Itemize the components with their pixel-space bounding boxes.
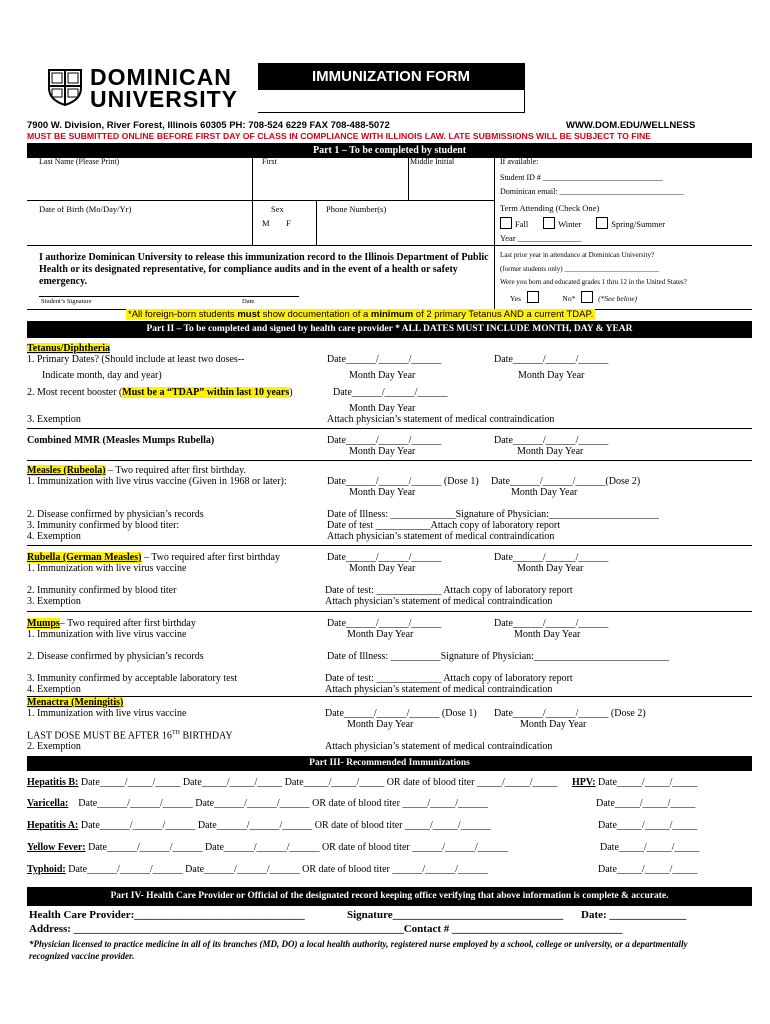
- first-name-label: First: [262, 157, 277, 166]
- tetanus-title: Tetanus/Diphtheria: [27, 343, 110, 354]
- tetanus-date-1[interactable]: Date______/______/______: [327, 354, 442, 365]
- typhoid-label: Typhoid:: [27, 864, 66, 875]
- measles-illness-field[interactable]: Date of Illness: _____________Signature of Physician:______________________: [327, 509, 659, 520]
- mumps-attach: Attach physician’s statement of medical contraindication: [325, 684, 553, 695]
- part2-header: [27, 321, 752, 338]
- rubella-q3: 3. Exemption: [27, 596, 81, 607]
- sex-label: Sex: [271, 204, 284, 214]
- hepatitis-b-row: [27, 777, 558, 788]
- last-name-label: Last Name (Please Print): [39, 157, 120, 166]
- foreign-note-c: show documentation of a: [260, 309, 371, 320]
- part4-title: Part IV- Health Care Provider or Official of the designated record keeping office verifying that above information is complete & accurate.: [110, 891, 669, 901]
- hpv-date[interactable]: Date_____/_____/_____: [598, 777, 698, 788]
- mumps-mdy-2: Month Day Year: [514, 629, 581, 640]
- spring-summer-checkbox[interactable]: [596, 217, 608, 229]
- menactra-dose-1[interactable]: Date______/______/______ (Dose 1): [325, 708, 477, 719]
- spring-summer-label: Spring/Summer: [611, 219, 666, 229]
- physician-note: *Physician licensed to practice medicine in all of its branches (MD, DO) a local health authority, registered nurse employed by a school, college or university, or a departmentally recognized vaccine provider.: [29, 939, 688, 961]
- tetanus-q3: 3. Exemption: [27, 414, 81, 425]
- varicella-right-date[interactable]: Date_____/_____/_____: [596, 798, 696, 809]
- signature-line: [39, 296, 299, 297]
- title-rule: [258, 112, 524, 113]
- rubella-title: Rubella (German Measles): [27, 552, 142, 563]
- mumps-illness-field[interactable]: Date of Illness: __________Signature of Physician:___________________________: [327, 651, 669, 662]
- rule-tetanus: [27, 428, 752, 429]
- p1-rule-1: [27, 200, 494, 201]
- website: WWW.DOM.EDU/WELLNESS: [566, 120, 696, 131]
- mumps-date-2[interactable]: Date______/______/______: [494, 618, 609, 629]
- tetanus-mdy-1: Month Day Year: [349, 370, 416, 381]
- part4-header: [27, 887, 752, 906]
- mumps-test-field[interactable]: Date of test: _____________ Attach copy of laboratory report: [325, 673, 573, 684]
- measles-title: Measles (Rubeola): [27, 465, 106, 476]
- hepatitis-a-right-date[interactable]: Date_____/_____/_____: [598, 820, 698, 831]
- part3-header: [27, 756, 752, 771]
- rubella-q1: 1. Immunization with live virus vaccine: [27, 563, 187, 574]
- measles-dose-2[interactable]: Date______/______/______(Dose 2): [491, 476, 641, 487]
- tetanus-q2: [27, 387, 293, 398]
- tetanus-mdy-3: Month Day Year: [349, 403, 416, 414]
- student-signature-label: Student’s Signature: [41, 298, 92, 305]
- yes-checkbox[interactable]: [527, 291, 539, 303]
- former-students-field[interactable]: (former students only) ___________________________: [500, 265, 659, 273]
- varicella-fields[interactable]: Date______/______/______ Date______/______/______ OR date of blood titer _____/_____/______: [78, 798, 488, 809]
- tetanus-q1-sub: Indicate month, day and year): [42, 370, 162, 381]
- mumps-rest: – Two required after first birthday: [59, 618, 196, 629]
- menactra-dose-2[interactable]: Date______/______/______ (Dose 2): [494, 708, 646, 719]
- year-field[interactable]: Year _______________: [500, 233, 582, 243]
- authorization-statement: I authorize Dominican University to release this immunization record to the Illinois Department of Public Health or its designated representative, for compliance audits and in the event of a health or safety emergency.: [39, 252, 489, 287]
- term-options: [500, 217, 665, 229]
- p1-vline-2: [252, 158, 253, 245]
- rubella-date-2[interactable]: Date______/______/______: [494, 552, 609, 563]
- mmr-mdy-2: Month Day Year: [517, 446, 584, 457]
- typhoid-row: [27, 864, 488, 875]
- rule-measles: [27, 545, 752, 546]
- mmr-date-1[interactable]: Date______/______/______: [327, 435, 442, 446]
- measles-mdy-1: Month Day Year: [349, 487, 416, 498]
- hepatitis-b-label: Hepatitis B:: [27, 777, 79, 788]
- last-dose-sup: TH: [171, 730, 180, 736]
- last-prior-year-label: Last prior year in attendance at Dominican University?: [500, 251, 655, 259]
- address-contact-field[interactable]: Address: ____________________________________________________________Contact # _______________________________: [29, 923, 623, 935]
- varicella-label: Varicella:: [27, 798, 69, 809]
- dominican-email-field[interactable]: Dominican email: _______________________________: [500, 187, 684, 196]
- student-id-field[interactable]: Student ID # ______________________________: [500, 173, 663, 182]
- university-name-line1: DOMINICAN: [90, 64, 232, 90]
- middle-initial-label: Middle Initial: [410, 157, 455, 166]
- part3-title: Part III- Recommended Immunizations: [309, 758, 470, 768]
- provider-field[interactable]: Health Care Provider:_______________________________: [29, 909, 305, 921]
- foreign-note-a: *All foreign-born students: [128, 309, 238, 320]
- term-label: Term Attending (Check One): [500, 203, 600, 213]
- mumps-mdy-1: Month Day Year: [347, 629, 414, 640]
- rubella-rest: – Two required after first birthday: [141, 552, 280, 563]
- mumps-q1: 1. Immunization with live virus vaccine: [27, 629, 187, 640]
- mmr-date-2[interactable]: Date______/______/______: [494, 435, 609, 446]
- p1-rule-2: [27, 245, 752, 246]
- phone-label: Phone Number(s): [326, 204, 387, 214]
- measles-mdy-2: Month Day Year: [511, 487, 578, 498]
- last-dose-a: LAST DOSE MUST BE AFTER 16: [27, 730, 172, 742]
- fall-label: Fall: [515, 219, 529, 229]
- mmr-mdy-1: Month Day Year: [349, 446, 416, 457]
- hepatitis-b-fields[interactable]: Date_____/_____/_____ Date_____/_____/_____ Date_____/_____/_____ OR date of blood titer _____/_____/_____: [80, 777, 558, 788]
- hpv-row: [572, 777, 697, 788]
- measles-q3: 3. Immunity confirmed by blood titer:: [27, 520, 180, 531]
- mumps-q3: 3. Immunity confirmed by acceptable laboratory test: [27, 673, 238, 684]
- part1-title: Part 1 – To be completed by student: [312, 145, 467, 156]
- address-line: 7900 W. Division, River Forest, Illinois 60305 PH: 708-524 6229 FAX 708-488-5072: [27, 120, 390, 131]
- part2-title: Part II – To be completed and signed by health care provider * ALL DATES MUST INCLUDE MONTH, DAY & YEAR: [146, 324, 633, 334]
- rule-mmr: [27, 460, 752, 461]
- mumps-q4: 4. Exemption: [27, 684, 81, 695]
- if-available-label: If available:: [500, 157, 539, 166]
- hepatitis-a-fields[interactable]: Date______/______/______ Date______/______/______ OR date of blood titer _____/_____/______: [80, 820, 491, 831]
- mumps-title: Mumps: [27, 618, 60, 629]
- winter-checkbox[interactable]: [543, 217, 555, 229]
- tetanus-attach: Attach physician’s statement of medical contraindication: [327, 414, 555, 425]
- foreign-note-e: of 2 primary Tetanus AND a current TDAP.: [413, 309, 594, 320]
- tetanus-mdy-2: Month Day Year: [518, 370, 585, 381]
- menactra-q2: 2. Exemption: [27, 741, 81, 752]
- submission-warning: MUST BE SUBMITTED ONLINE BEFORE FIRST DAY OF CLASS IN COMPLIANCE WITH ILLINOIS LAW. LATE SUBMISSIONS WILL BE SUBJECT TO FINE: [27, 131, 652, 141]
- form-title: IMMUNIZATION FORM: [258, 63, 524, 90]
- measles-attach: Attach physician’s statement of medical contraindication: [327, 531, 555, 542]
- p1-vline-3: [316, 200, 317, 245]
- see-below-note: (*See below): [598, 294, 638, 303]
- winter-label: Winter: [558, 219, 582, 229]
- rubella-date-1[interactable]: Date______/______/______: [327, 552, 442, 563]
- provider-date-field[interactable]: Date: ______________: [581, 909, 687, 921]
- yes-label: Yes: [510, 294, 521, 303]
- rubella-attach: Attach physician’s statement of medical contraindication: [325, 596, 553, 607]
- measles-test-field[interactable]: Date of test ___________Attach copy of laboratory report: [327, 520, 560, 531]
- mmr-title: Combined MMR (Measles Mumps Rubella): [27, 435, 215, 446]
- measles-dose-1[interactable]: Date______/______/______ (Dose 1): [327, 476, 479, 487]
- p1-vline-main: [494, 158, 495, 309]
- tetanus-date-2[interactable]: Date______/______/______: [494, 354, 609, 365]
- tetanus-q1: 1. Primary Dates? (Should include at least two doses--: [27, 354, 245, 365]
- rule-rubella: [27, 611, 752, 612]
- foreign-note-d: minimum: [370, 309, 414, 320]
- hepatitis-a-label: Hepatitis A:: [27, 820, 79, 831]
- varicella-row: [27, 798, 488, 809]
- menactra-title: Menactra (Meningitis): [27, 697, 124, 708]
- measles-heading: [27, 465, 246, 476]
- foreign-born-note: [126, 309, 595, 320]
- fall-checkbox[interactable]: [500, 217, 512, 229]
- yellow-fever-row: [27, 842, 508, 853]
- rubella-mdy-2: Month Day Year: [517, 563, 584, 574]
- tdap-requirement: Must be a “TDAP” within last 10 years: [122, 387, 290, 398]
- foreign-note-b: must: [237, 309, 261, 320]
- measles-q2: 2. Disease confirmed by physician’s records: [27, 509, 204, 520]
- no-checkbox[interactable]: [581, 291, 593, 303]
- hepatitis-a-row: [27, 820, 491, 831]
- tetanus-q2-c: ): [289, 387, 293, 398]
- last-dose-note: [27, 730, 233, 741]
- rubella-test-field[interactable]: Date of test: _____________ Attach copy of laboratory report: [325, 585, 573, 596]
- menactra-mdy-2: Month Day Year: [520, 719, 587, 730]
- mumps-date-1[interactable]: Date______/______/______: [327, 618, 442, 629]
- p1-vline-4: [408, 158, 409, 200]
- rubella-heading: [27, 552, 280, 563]
- menactra-mdy-1: Month Day Year: [347, 719, 414, 730]
- no-label: No*: [562, 294, 576, 303]
- tetanus-booster-date[interactable]: Date______/______/______: [333, 387, 448, 398]
- last-dose-end: BIRTHDAY: [179, 730, 233, 742]
- hpv-label: HPV:: [572, 777, 596, 788]
- measles-q4: 4. Exemption: [27, 531, 81, 542]
- measles-q1: 1. Immunization with live virus vaccine (Given in 1968 or later):: [27, 476, 287, 487]
- menactra-q1: 1. Immunization with live virus vaccine: [27, 708, 187, 719]
- typhoid-fields[interactable]: Date______/______/______ Date______/______/______ OR date of blood titer ______/______/______: [68, 864, 488, 875]
- sex-f-option[interactable]: F: [286, 218, 291, 228]
- university-name-line2: UNIVERSITY: [90, 86, 239, 112]
- born-in-us-label: Were you born and educated grades 1 thru 12 in the United States?: [500, 278, 687, 286]
- yellow-fever-right-date[interactable]: Date_____/_____/_____: [600, 842, 700, 853]
- title-rule-right: [524, 63, 525, 113]
- dob-label: Date of Birth (Mo/Day/Yr): [39, 204, 132, 214]
- mumps-heading: [27, 618, 196, 629]
- rubella-q2: 2. Immunity confirmed by blood titer: [27, 585, 177, 596]
- mumps-q2: 2. Disease confirmed by physician’s records: [27, 651, 204, 662]
- part1-header: [27, 143, 752, 158]
- born-options: [510, 291, 637, 303]
- yellow-fever-fields[interactable]: Date______/______/______ Date______/______/______ OR date of blood titer ______/______/______: [88, 842, 508, 853]
- measles-rest: – Two required after first birthday.: [105, 465, 246, 476]
- rubella-mdy-1: Month Day Year: [349, 563, 416, 574]
- provider-signature-field[interactable]: Signature_______________________________: [347, 909, 564, 921]
- rule-mumps: [27, 696, 752, 697]
- signature-date-label: Date: [242, 298, 255, 305]
- typhoid-right-date[interactable]: Date_____/_____/_____: [598, 864, 698, 875]
- sex-m-option[interactable]: M: [262, 218, 270, 228]
- menactra-attach: Attach physician’s statement of medical contraindication: [325, 741, 553, 752]
- university-crest-icon: [47, 68, 83, 106]
- tetanus-q2-a: 2. Most recent booster (: [27, 387, 123, 398]
- yellow-fever-label: Yellow Fever:: [27, 842, 86, 853]
